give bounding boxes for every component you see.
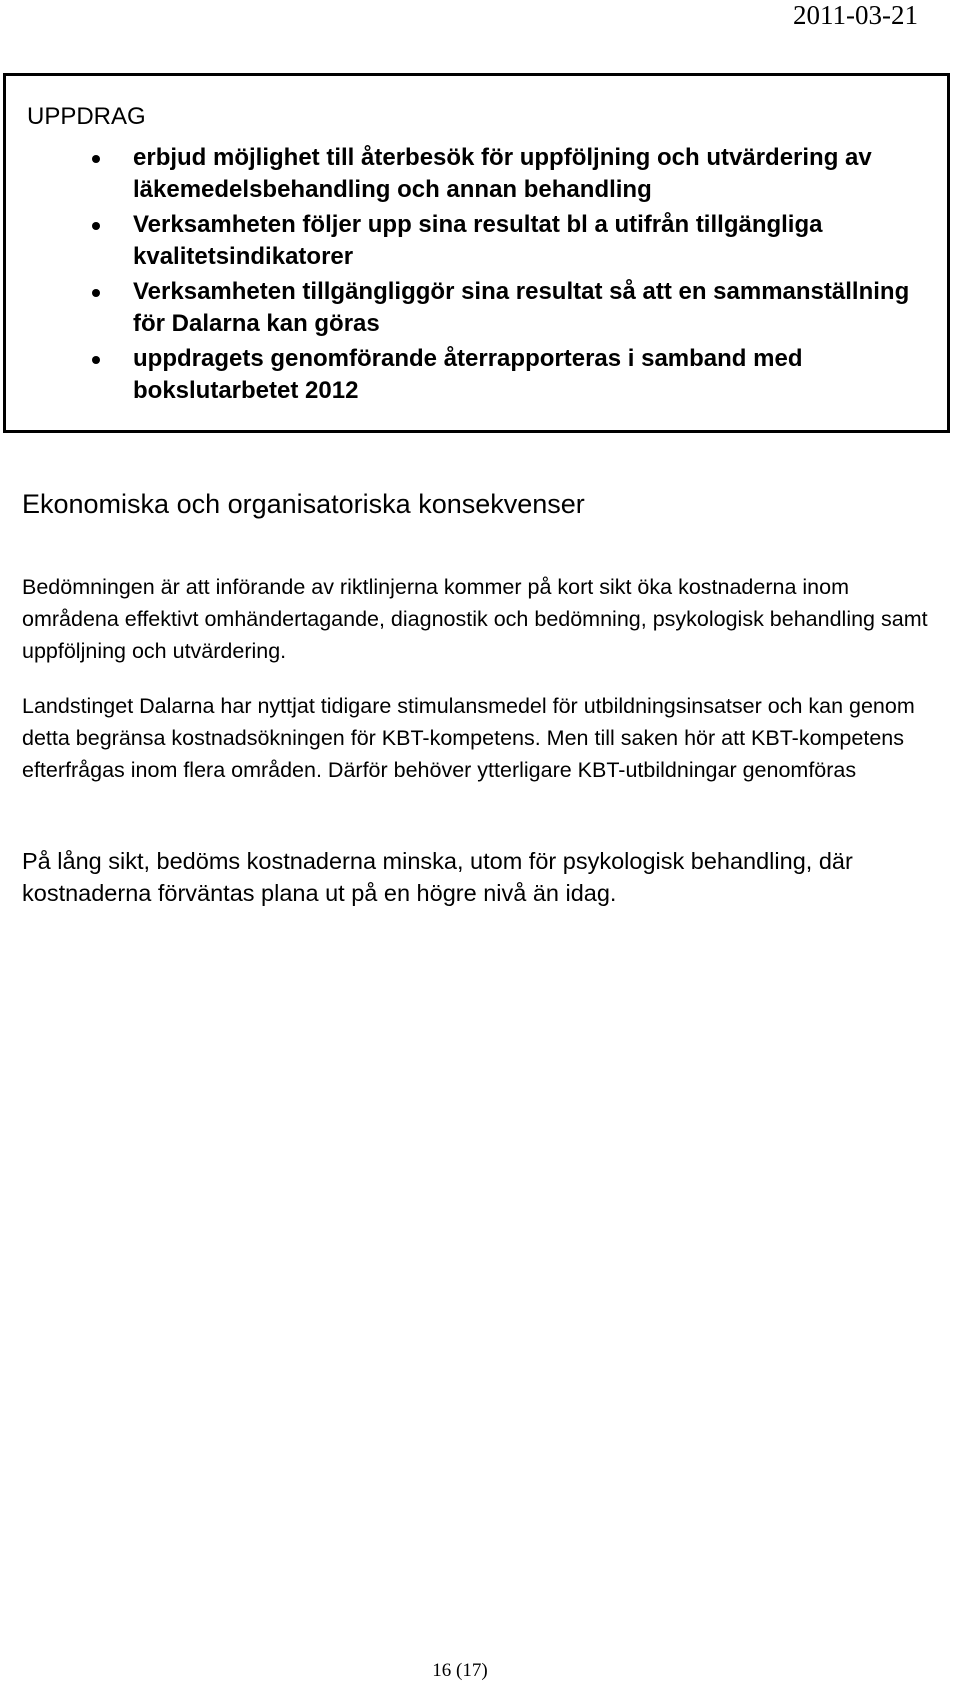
list-item-text: uppdragets genomförande återrapporteras i samband med bokslutarbetet 2012 <box>133 345 803 404</box>
list-item-text: Verksamheten tillgängliggör sina resultat så att en sammanställning för Dalarna kan göras <box>133 278 910 337</box>
bullet-dot-icon <box>92 289 100 297</box>
list-item-text: Verksamheten följer upp sina resultat bl a utifrån tillgängliga kvalitetsindikatorer <box>133 211 823 270</box>
list-item-text: erbjud möjlighet till återbesök för uppföljning och utvärdering av läkemedelsbehandling och annan behandling <box>133 144 872 203</box>
uppdrag-list <box>6 142 933 410</box>
list-item <box>6 142 933 206</box>
page-number: 16 (17) <box>432 1660 488 1681</box>
uppdrag-title: UPPDRAG <box>27 103 146 130</box>
list-item <box>6 343 933 407</box>
bullet-dot-icon <box>92 222 100 230</box>
bullet-dot-icon <box>92 356 100 364</box>
paragraph-long-term: På lång sikt, bedöms kostnaderna minska, utom för psykologisk behandling, där kostnaderna förväntas plana ut på en högre nivå än idag. <box>22 848 853 906</box>
header-date: 2011-03-21 <box>793 0 918 30</box>
paragraph-assessment: Bedömningen är att införande av riktlinjerna kommer på kort sikt öka kostnaderna inom områdena effektivt omhändertagande, diagnostik och bedömning, psykologisk behandling samt uppföljning och utvärdering. <box>22 575 928 663</box>
section-heading: Ekonomiska och organisatoriska konsekvenser <box>22 489 585 519</box>
list-item <box>6 209 933 273</box>
paragraph-stimulus-funds: Landstinget Dalarna har nyttjat tidigare stimulansmedel för utbildningsinsatser och kan genom detta begränsa kostnadsökningen för KBT-kompetens. Men till saken hör att KBT-kompetens efterfrågas inom flera områden. Därför behöver ytterligare KBT-utbildningar genomföras <box>22 694 915 782</box>
list-item <box>6 276 933 340</box>
bullet-dot-icon <box>92 155 100 163</box>
uppdrag-box <box>3 73 950 433</box>
